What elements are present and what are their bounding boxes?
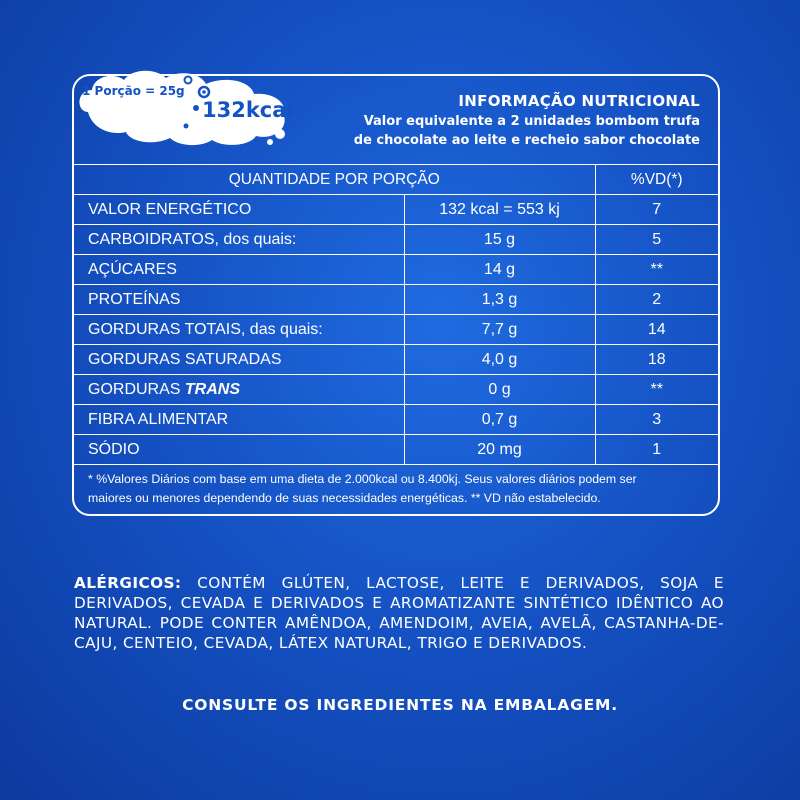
nutrient-vd: 14 <box>595 315 718 345</box>
nutrient-amount: 0 g <box>404 375 595 405</box>
nutrient-amount: 4,0 g <box>404 345 595 375</box>
nutrient-name: VALOR ENERGÉTICO <box>74 195 404 225</box>
nutrient-amount: 20 mg <box>404 435 595 465</box>
portion-size: 1 Porção = 25g <box>82 84 185 98</box>
nutrient-name-text: GORDURAS <box>88 380 181 398</box>
nutrient-amount: 0,7 g <box>404 405 595 435</box>
table-row <box>74 225 718 255</box>
nutrient-vd: 1 <box>595 435 718 465</box>
nutrient-amount: 1,3 g <box>404 285 595 315</box>
quantity-header: QUANTIDADE POR PORÇÃO <box>74 165 595 195</box>
allergen-label: ALÉRGICOS: <box>74 574 182 592</box>
table-header-row <box>74 165 718 195</box>
nutrient-vd: 3 <box>595 405 718 435</box>
calories-per-portion: 132kcal <box>202 98 294 122</box>
nutrient-name: CARBOIDRATOS, dos quais: <box>74 225 404 255</box>
nutrient-name: FIBRA ALIMENTAR <box>74 405 404 435</box>
table-row <box>74 435 718 465</box>
nutrient-name: AÇÚCARES <box>74 255 404 285</box>
nutrient-vd: ** <box>595 375 718 405</box>
allergen-text: CONTÉM GLÚTEN, LACTOSE, LEITE E DERIVADOS, SOJA E DERIVADOS, CEVADA E DERIVADOS E AROMATIZANTE SINTÉTICO IDÊNTICO AO NATURAL. PODE CONTER AMÊNDOA, AMENDOIM, AVEIA, AVELÃ, CASTANHA-DE-CAJU, CENTEIO, CEVADA, LÁTEX NATURAL, TRIGO E DERIVADOS. <box>74 574 724 652</box>
table-row <box>74 255 718 285</box>
nutrient-amount: 7,7 g <box>404 315 595 345</box>
table-row <box>74 345 718 375</box>
page-title: INFORMAÇÃO NUTRICIONAL <box>458 92 700 110</box>
table-row <box>74 315 718 345</box>
table-row <box>74 405 718 435</box>
table-row <box>74 195 718 225</box>
footnote-line: maiores ou menores dependendo de suas necessidades energéticas. ** VD não estabelecido. <box>88 491 601 505</box>
serving-description-line: Valor equivalente a 2 unidades bombom trufa <box>363 114 700 129</box>
table-row <box>74 285 718 315</box>
nutrient-vd: 2 <box>595 285 718 315</box>
allergen-statement <box>74 573 724 653</box>
nutrient-amount: 14 g <box>404 255 595 285</box>
portion-cloud-badge <box>74 68 294 148</box>
serving-description <box>300 112 700 150</box>
nutrient-name: SÓDIO <box>74 435 404 465</box>
nutrient-name: PROTEÍNAS <box>74 285 404 315</box>
table-row <box>74 375 718 405</box>
consult-ingredients-note: CONSULTE OS INGREDIENTES NA EMBALAGEM. <box>182 696 618 714</box>
nutrient-name: GORDURAS SATURADAS <box>74 345 404 375</box>
nutrient-name: GORDURAS TOTAIS, das quais: <box>74 315 404 345</box>
nutrient-vd: 18 <box>595 345 718 375</box>
footnote-line: * %Valores Diários com base em uma dieta de 2.000kcal ou 8.400kj. Seus valores diários podem ser <box>88 472 637 486</box>
footnote <box>88 470 708 508</box>
nutrient-vd: 7 <box>595 195 718 225</box>
nutrient-name <box>74 375 404 405</box>
nutrient-amount: 15 g <box>404 225 595 255</box>
nutrient-vd: 5 <box>595 225 718 255</box>
vd-header: %VD(*) <box>595 165 718 195</box>
nutrition-table <box>74 164 718 465</box>
serving-description-line: de chocolate ao leite e recheio sabor chocolate <box>353 133 700 148</box>
nutrient-amount: 132 kcal = 553 kj <box>404 195 595 225</box>
nutrient-vd: ** <box>595 255 718 285</box>
nutrient-name-emphasis: TRANS <box>184 380 241 398</box>
